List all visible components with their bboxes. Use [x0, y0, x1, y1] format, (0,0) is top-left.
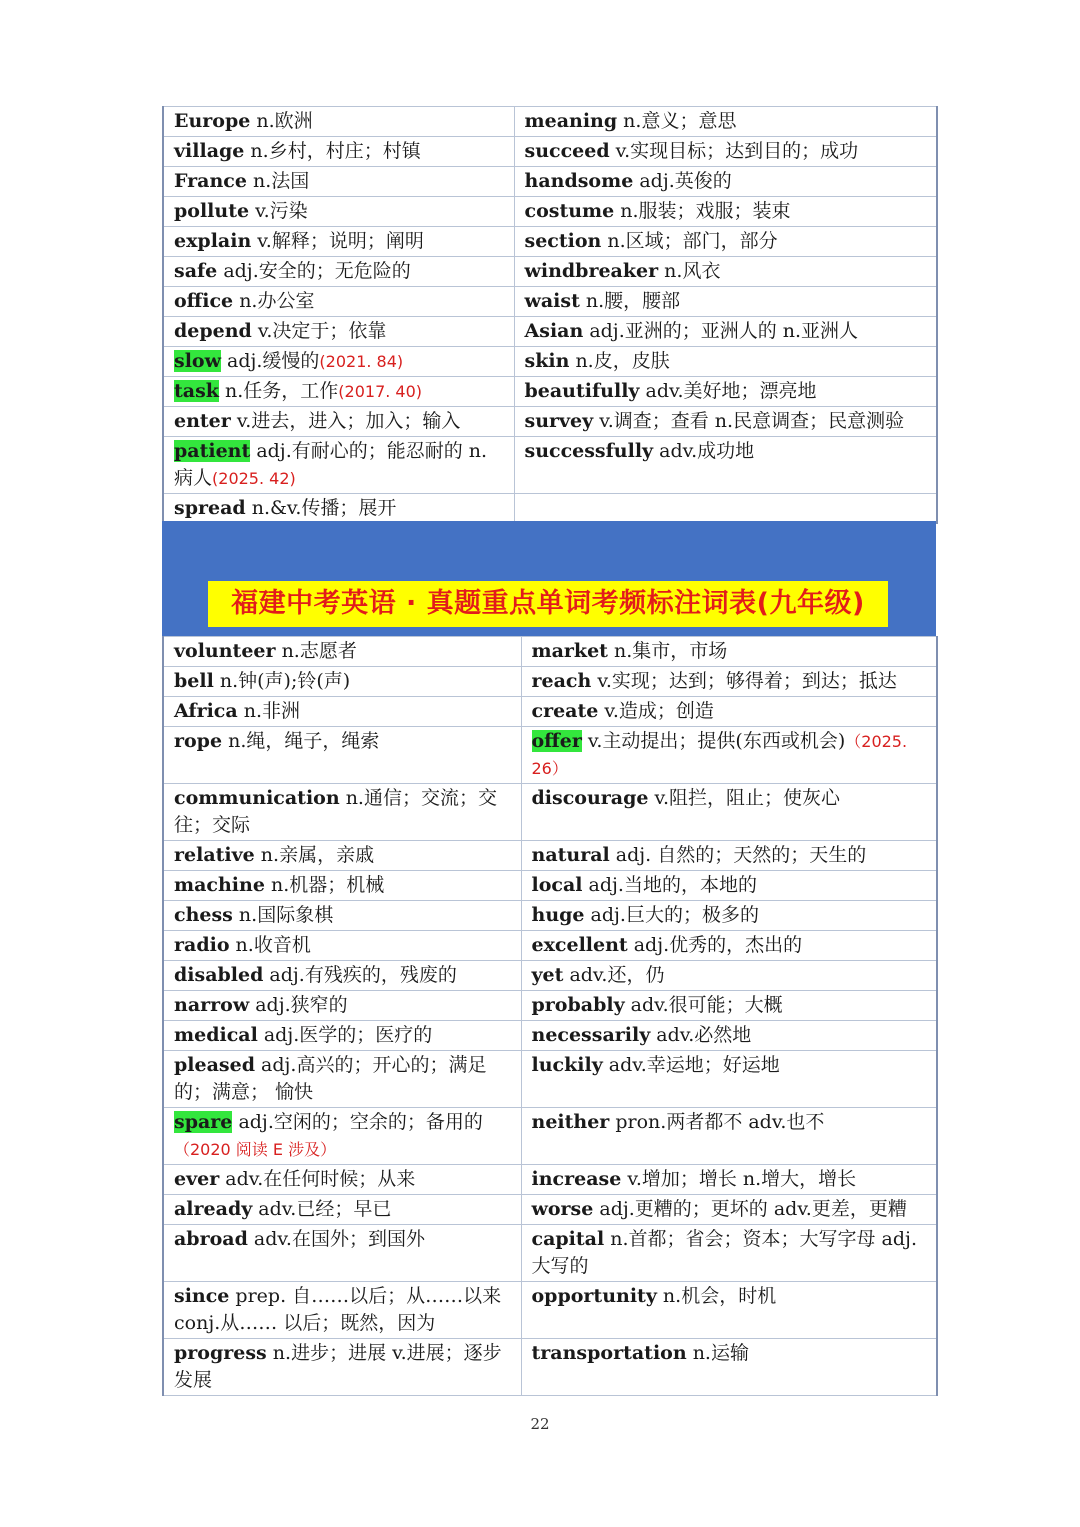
highlighted-vocab-word: spare: [174, 1111, 233, 1133]
vocab-word: progress: [174, 1342, 267, 1364]
vocab-cell: [521, 1108, 937, 1165]
section-title: 福建中考英语 · 真题重点单词考频标注词表(九年级): [208, 581, 888, 627]
vocab-word: narrow: [174, 994, 250, 1016]
vocab-definition: v.进去，进入；加入；输入: [230, 410, 461, 432]
vocab-word: luckily: [531, 1054, 603, 1076]
vocab-word: pleased: [174, 1054, 255, 1076]
vocab-word: ever: [174, 1168, 220, 1190]
vocab-definition: adv.在国外；到国外: [247, 1228, 425, 1250]
vocab-definition: n.非洲: [237, 700, 301, 722]
vocab-cell: [521, 697, 937, 727]
vocab-definition: prep. 自……以后；从……以来 conj.从…… 以后；既然，因为: [174, 1285, 502, 1334]
vocab-definition: adj.空闲的；空余的；备用的: [232, 1111, 483, 1133]
vocab-word: France: [174, 170, 247, 192]
vocab-definition: v.主动提出；提供(东西或机会): [581, 730, 846, 752]
vocab-definition: adj.缓慢的: [220, 350, 320, 372]
vocab-table-top-body: [163, 107, 937, 524]
table-row: [163, 637, 937, 667]
vocab-definition: n.任务，工作: [218, 380, 339, 402]
vocab-cell: [163, 931, 521, 961]
vocab-word: already: [174, 1198, 253, 1220]
vocab-word: neither: [531, 1111, 610, 1133]
vocab-table-bottom: [162, 636, 938, 1396]
vocab-word: depend: [174, 320, 252, 342]
vocab-cell: [163, 841, 521, 871]
vocab-definition: n.&v.传播；展开: [245, 497, 397, 519]
vocab-cell: [163, 1108, 521, 1165]
vocab-word: create: [531, 700, 599, 722]
vocab-cell: [163, 1282, 521, 1339]
vocab-cell: [521, 1195, 937, 1225]
table-row: [163, 494, 937, 524]
vocab-cell: [163, 437, 514, 494]
vocab-cell: [521, 841, 937, 871]
vocab-definition: n.志愿者: [275, 640, 357, 662]
vocab-word: waist: [524, 290, 580, 312]
table-row: [163, 437, 937, 494]
vocab-definition: n.绳，绳子，绳索: [222, 730, 380, 752]
exam-year-tag: (2017. 40): [338, 382, 423, 401]
vocab-cell: [521, 1021, 937, 1051]
vocab-definition: v.调查；查看 n.民意调查；民意测验: [593, 410, 905, 432]
page-number: 22: [530, 1415, 550, 1433]
vocab-cell: [521, 1339, 937, 1396]
table-row: [163, 931, 937, 961]
vocab-table-bottom-body: [163, 637, 937, 1396]
vocab-word: successfully: [524, 440, 654, 462]
vocab-cell: [521, 901, 937, 931]
vocab-cell: [514, 137, 937, 167]
exam-year-tag: (2025. 42): [212, 469, 296, 488]
vocab-cell: [521, 637, 937, 667]
vocab-definition: n.运输: [686, 1342, 749, 1364]
vocab-word: succeed: [524, 140, 610, 162]
vocab-cell: [163, 901, 521, 931]
vocab-definition: n.国际象棋: [232, 904, 334, 926]
vocab-cell: [163, 407, 514, 437]
vocab-definition: adj.巨大的；极多的: [584, 904, 759, 926]
vocab-table-top: [162, 106, 938, 524]
vocab-word: increase: [531, 1168, 622, 1190]
vocab-cell: [521, 991, 937, 1021]
vocab-cell: [521, 931, 937, 961]
vocab-definition: adv.必然地: [650, 1024, 752, 1046]
exam-year-tag: （2020 阅读 E 涉及）: [174, 1140, 337, 1159]
vocab-word: survey: [524, 410, 594, 432]
vocab-definition: v.解释；说明；阐明: [251, 230, 424, 252]
vocab-word: natural: [531, 844, 610, 866]
vocab-cell: [163, 727, 521, 784]
vocab-cell: [521, 1225, 937, 1282]
vocab-cell: [163, 1339, 521, 1396]
vocab-word: disabled: [174, 964, 264, 986]
vocab-definition: n.进步；进展 v.进展；逐步发展: [174, 1342, 502, 1391]
vocab-word: explain: [174, 230, 252, 252]
vocab-word: bell: [174, 670, 214, 692]
vocab-word: relative: [174, 844, 255, 866]
vocab-cell: [514, 257, 937, 287]
vocab-cell: [521, 1051, 937, 1108]
vocab-word: excellent: [531, 934, 628, 956]
vocab-definition: adj.狭窄的: [249, 994, 348, 1016]
exam-year-tag: (2021. 84): [319, 352, 404, 371]
vocab-definition: adv.幸运地；好运地: [602, 1054, 780, 1076]
vocab-definition: n.意义；意思: [617, 110, 737, 132]
vocab-definition: n.机器；机械: [264, 874, 385, 896]
vocab-definition: v.造成；创造: [598, 700, 714, 722]
vocab-word: section: [524, 230, 602, 252]
vocab-word: market: [531, 640, 608, 662]
vocab-definition: n.服装；戏服；装束: [614, 200, 791, 222]
vocab-definition: n.腰，腰部: [579, 290, 681, 312]
vocab-definition: adj.亚洲的；亚洲人的 n.亚洲人: [583, 320, 859, 342]
vocab-definition: adv.很可能；大概: [624, 994, 783, 1016]
vocab-cell: [514, 494, 937, 524]
vocab-word: Asian: [524, 320, 584, 342]
vocab-word: enter: [174, 410, 231, 432]
vocab-word: pollute: [174, 200, 250, 222]
table-row: [163, 784, 937, 841]
table-row: [163, 1282, 937, 1339]
vocab-definition: n.乡村，村庄；村镇: [244, 140, 421, 162]
vocab-word: machine: [174, 874, 265, 896]
vocab-cell: [163, 784, 521, 841]
vocab-definition: n.欧洲: [250, 110, 313, 132]
vocab-word: volunteer: [174, 640, 276, 662]
table-row: [163, 1051, 937, 1108]
vocab-cell: [163, 871, 521, 901]
vocab-word: meaning: [524, 110, 618, 132]
vocab-cell: [163, 1051, 521, 1108]
vocab-definition: v.实现目标；达到目的；成功: [609, 140, 859, 162]
highlighted-vocab-word: slow: [174, 350, 221, 372]
vocab-definition: adv.成功地: [653, 440, 755, 462]
vocab-definition: adj.更糟的；更坏的 adv.更差，更糟: [593, 1198, 907, 1220]
vocab-word: Africa: [174, 700, 238, 722]
vocab-cell: [163, 287, 514, 317]
vocab-definition: adv.还，仍: [563, 964, 665, 986]
table-row: [163, 377, 937, 407]
vocab-definition: adj. 自然的；天然的；天生的: [609, 844, 867, 866]
vocab-cell: [163, 137, 514, 167]
table-row: [163, 727, 937, 784]
table-row: [163, 697, 937, 727]
vocab-cell: [163, 1021, 521, 1051]
highlighted-vocab-word: patient: [174, 440, 251, 462]
vocab-definition: adv.在任何时候；从来: [219, 1168, 416, 1190]
vocab-cell: [521, 961, 937, 991]
vocab-definition: v.污染: [249, 200, 308, 222]
vocab-word: chess: [174, 904, 233, 926]
exam-year-tag: （2025. 26）: [531, 732, 908, 778]
vocab-cell: [521, 727, 937, 784]
vocab-word: necessarily: [531, 1024, 651, 1046]
vocab-cell: [514, 197, 937, 227]
vocab-definition: pron.两者都不 adv.也不: [609, 1111, 825, 1133]
table-row: [163, 167, 937, 197]
table-row: [163, 407, 937, 437]
vocab-definition: adj.医学的；医疗的: [257, 1024, 433, 1046]
highlighted-vocab-word: offer: [531, 730, 582, 752]
table-row: [163, 1339, 937, 1396]
table-row: [163, 901, 937, 931]
table-row: [163, 347, 937, 377]
vocab-word: skin: [524, 350, 570, 372]
vocab-definition: n.通信；交流；交往；交际: [174, 787, 497, 836]
vocab-cell: [163, 1165, 521, 1195]
vocab-cell: [163, 167, 514, 197]
table-row: [163, 197, 937, 227]
table-row: [163, 107, 937, 137]
vocab-word: handsome: [524, 170, 634, 192]
table-row: [163, 1225, 937, 1282]
table-row: [163, 257, 937, 287]
table-row: [163, 1021, 937, 1051]
vocab-cell: [163, 637, 521, 667]
vocab-word: spread: [174, 497, 246, 519]
vocab-word: reach: [531, 670, 592, 692]
vocab-definition: adj.高兴的；开心的；满足的；满意； 愉快: [174, 1054, 487, 1103]
vocab-cell: [514, 407, 937, 437]
vocab-word: worse: [531, 1198, 594, 1220]
vocab-definition: v.实现；达到；够得着；到达；抵达: [591, 670, 897, 692]
vocab-definition: n.收音机: [229, 934, 311, 956]
table-row: [163, 227, 937, 257]
vocab-cell: [163, 1195, 521, 1225]
table-row: [163, 317, 937, 347]
vocab-definition: v.决定于；依靠: [251, 320, 387, 342]
vocab-word: transportation: [531, 1342, 687, 1364]
vocab-word: beautifully: [524, 380, 640, 402]
vocab-word: Europe: [174, 110, 251, 132]
vocab-word: safe: [174, 260, 218, 282]
table-row: [163, 961, 937, 991]
vocab-cell: [163, 697, 521, 727]
vocab-definition: n.首都；省会；资本；大写字母 adj.大写的: [531, 1228, 917, 1277]
table-row: [163, 991, 937, 1021]
vocab-word: office: [174, 290, 234, 312]
vocab-cell: [163, 991, 521, 1021]
vocab-cell: [521, 784, 937, 841]
vocab-cell: [163, 257, 514, 287]
vocab-cell: [163, 197, 514, 227]
table-row: [163, 137, 937, 167]
vocab-cell: [163, 107, 514, 137]
vocab-definition: n.区域；部门，部分: [601, 230, 778, 252]
vocab-cell: [163, 317, 514, 347]
vocab-word: costume: [524, 200, 615, 222]
table-row: [163, 1195, 937, 1225]
vocab-word: radio: [174, 934, 230, 956]
vocab-cell: [521, 871, 937, 901]
vocab-cell: [514, 437, 937, 494]
vocab-definition: adj.安全的；无危险的: [217, 260, 411, 282]
vocab-definition: adj.优秀的，杰出的: [627, 934, 803, 956]
vocab-cell: [163, 227, 514, 257]
vocab-cell: [514, 287, 937, 317]
vocab-cell: [514, 227, 937, 257]
vocab-definition: adj.当地的，本地的: [582, 874, 757, 896]
vocab-definition: adj.英俊的: [633, 170, 732, 192]
vocab-definition: adv.美好地；漂亮地: [639, 380, 817, 402]
vocab-word: village: [174, 140, 245, 162]
vocab-word: windbreaker: [524, 260, 659, 282]
vocab-cell: [163, 377, 514, 407]
vocab-definition: n.风衣: [658, 260, 721, 282]
table-row: [163, 1165, 937, 1195]
vocab-cell: [514, 347, 937, 377]
vocab-definition: v.增加；增长 n.增大，增长: [621, 1168, 857, 1190]
vocab-cell: [514, 107, 937, 137]
vocab-definition: adj.有残疾的，残废的: [263, 964, 457, 986]
vocab-word: abroad: [174, 1228, 248, 1250]
table-row: [163, 667, 937, 697]
vocab-definition: n.办公室: [233, 290, 315, 312]
table-row: [163, 871, 937, 901]
vocab-definition: n.亲属，亲戚: [254, 844, 375, 866]
vocab-cell: [163, 961, 521, 991]
vocab-word: yet: [531, 964, 564, 986]
vocab-word: capital: [531, 1228, 605, 1250]
vocab-word: medical: [174, 1024, 258, 1046]
vocab-word: communication: [174, 787, 340, 809]
vocab-definition: adv.已经；早已: [252, 1198, 392, 1220]
table-row: [163, 841, 937, 871]
vocab-cell: [163, 347, 514, 377]
vocab-cell: [521, 1165, 937, 1195]
vocab-definition: n.法国: [246, 170, 310, 192]
table-row: [163, 287, 937, 317]
vocab-word: local: [531, 874, 583, 896]
vocab-word: probably: [531, 994, 625, 1016]
vocab-cell: [521, 1282, 937, 1339]
table-row: [163, 1108, 937, 1165]
vocab-cell: [163, 494, 514, 524]
vocab-cell: [514, 377, 937, 407]
vocab-cell: [163, 667, 521, 697]
vocab-cell: [514, 317, 937, 347]
vocab-word: since: [174, 1285, 230, 1307]
vocab-word: huge: [531, 904, 585, 926]
vocab-word: discourage: [531, 787, 649, 809]
vocab-definition: n.集市，市场: [607, 640, 728, 662]
vocab-definition: n.皮，皮肤: [569, 350, 670, 372]
vocab-word: opportunity: [531, 1285, 657, 1307]
vocab-cell: [514, 167, 937, 197]
vocab-definition: v.阻拦，阻止；使灰心: [648, 787, 841, 809]
vocab-word: rope: [174, 730, 223, 752]
vocab-definition: adj.有耐心的；能忍耐的 n.病人: [174, 440, 488, 489]
vocab-definition: n.机会，时机: [656, 1285, 777, 1307]
vocab-cell: [521, 667, 937, 697]
vocab-cell: [163, 1225, 521, 1282]
vocab-definition: n.钟(声);铃(声): [213, 670, 351, 692]
highlighted-vocab-word: task: [174, 380, 219, 402]
